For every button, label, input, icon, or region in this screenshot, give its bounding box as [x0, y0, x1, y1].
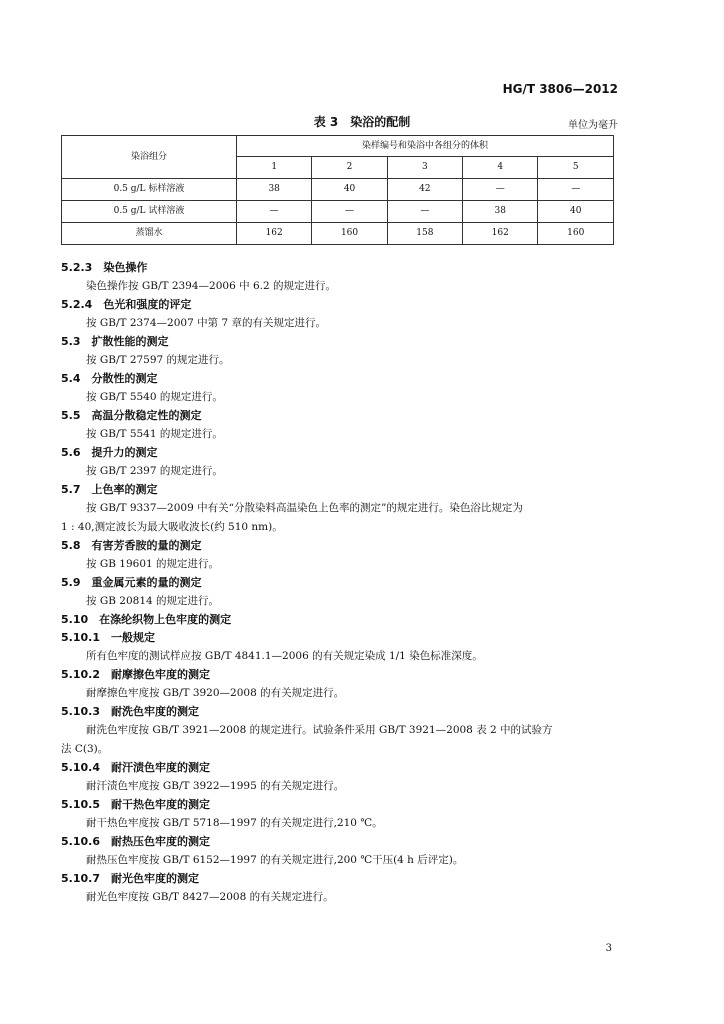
section-heading: 5.8 有害芳香胺的量的测定	[61, 539, 202, 552]
section-heading: 5.10.2 耐摩擦色牢度的测定	[61, 668, 210, 681]
table-cell: —	[463, 179, 538, 201]
column-number: 3	[387, 157, 462, 179]
section-heading: 5.10.6 耐热压色牢度的测定	[61, 835, 210, 848]
table-unit: 单位为毫升	[568, 120, 618, 131]
section-text: 按 GB/T 2374—2007 中第 7 章的有关规定进行。	[86, 317, 326, 329]
column-number: 2	[312, 157, 387, 179]
section-text: 按 GB/T 9337—2009 中有关“分散染料高温染色上色率的测定”的规定进行。染色浴比规定为	[86, 502, 523, 514]
section-heading: 5.9 重金属元素的量的测定	[61, 576, 202, 589]
section-text: 按 GB/T 2397 的规定进行。	[86, 465, 223, 477]
table-cell: —	[538, 179, 614, 201]
table-caption: 表 3 染浴的配制	[313, 115, 411, 129]
row-header-cell: 染浴组分	[62, 136, 237, 179]
section-heading: 5.4 分散性的测定	[61, 372, 158, 385]
section-text: 按 GB 20814 的规定进行。	[86, 595, 220, 607]
section-heading: 5.7 上色率的测定	[61, 483, 158, 496]
column-number: 1	[237, 157, 312, 179]
section-heading: 5.10 在涤纶织物上色牢度的测定	[61, 613, 232, 626]
section-heading: 5.10.1 一般规定	[61, 631, 155, 644]
table-cell: 38	[463, 201, 538, 223]
row-label: 蒸馏水	[62, 223, 237, 245]
section-text: 按 GB/T 27597 的规定进行。	[86, 354, 230, 366]
section-text: 按 GB 19601 的规定进行。	[86, 558, 220, 570]
table-cell: 38	[237, 179, 312, 201]
section-heading: 5.2.3 染色操作	[61, 261, 148, 274]
section-text: 耐热压色牢度按 GB/T 6152—1997 的有关规定进行,200 ℃干压(4 h 后评定)。	[86, 854, 464, 866]
section-heading: 5.2.4 色光和强度的评定	[61, 298, 192, 311]
table-cell: 160	[538, 223, 614, 245]
table-row	[62, 179, 614, 201]
document-id: HG/T 3806—2012	[502, 82, 618, 96]
section-heading: 5.6 提升力的测定	[61, 446, 158, 459]
row-label: 0.5 g/L 标样溶液	[62, 179, 237, 201]
section-text: 所有色牢度的测试样应按 GB/T 4841.1—2006 的有关规定染成 1/1 染色标准深度。	[86, 650, 483, 662]
table-cell: —	[312, 201, 387, 223]
section-text: 染色操作按 GB/T 2394—2006 中 6.2 的规定进行。	[86, 280, 336, 292]
table-cell: 40	[538, 201, 614, 223]
section-heading: 5.10.3 耐洗色牢度的测定	[61, 705, 199, 718]
table-cell: —	[237, 201, 312, 223]
column-group-header: 染样编号和染浴中各组分的体积	[237, 136, 614, 157]
section-heading: 5.3 扩散性能的测定	[61, 335, 169, 348]
table-cell: —	[387, 201, 462, 223]
table-cell: 42	[387, 179, 462, 201]
section-text: 耐汗渍色牢度按 GB/T 3922—1995 的有关规定进行。	[86, 780, 345, 792]
section-text-continued: 1 : 40,测定波长为最大吸收波长(约 510 nm)。	[61, 521, 283, 533]
table-cell: 160	[312, 223, 387, 245]
table-row	[62, 201, 614, 223]
document-body	[61, 259, 621, 907]
section-heading: 5.5 高温分散稳定性的测定	[61, 409, 202, 422]
table-cell: 162	[237, 223, 312, 245]
table-row	[62, 223, 614, 245]
section-heading: 5.10.7 耐光色牢度的测定	[61, 872, 199, 885]
section-heading: 5.10.5 耐干热色牢度的测定	[61, 798, 210, 811]
dye-bath-table	[61, 135, 614, 245]
table-cell: 162	[463, 223, 538, 245]
table-cell: 158	[387, 223, 462, 245]
section-text: 耐洗色牢度按 GB/T 3921—2008 的规定进行。试验条件采用 GB/T 3921—2008 表 2 中的试验方	[86, 724, 553, 736]
table-cell: 40	[312, 179, 387, 201]
section-text: 耐干热色牢度按 GB/T 5718—1997 的有关规定进行,210 ℃。	[86, 817, 383, 829]
row-label: 0.5 g/L 试样溶液	[62, 201, 237, 223]
column-number: 5	[538, 157, 614, 179]
section-text: 耐光色牢度按 GB/T 8427—2008 的有关规定进行。	[86, 891, 334, 903]
section-text: 按 GB/T 5541 的规定进行。	[86, 428, 223, 440]
column-number: 4	[463, 157, 538, 179]
section-text: 按 GB/T 5540 的规定进行。	[86, 391, 223, 403]
table-header-row	[62, 136, 614, 157]
section-heading: 5.10.4 耐汗渍色牢度的测定	[61, 761, 210, 774]
section-text-continued: 法 C(3)。	[61, 743, 109, 755]
section-text: 耐摩擦色牢度按 GB/T 3920—2008 的有关规定进行。	[86, 687, 345, 699]
page-number: 3	[605, 943, 612, 954]
